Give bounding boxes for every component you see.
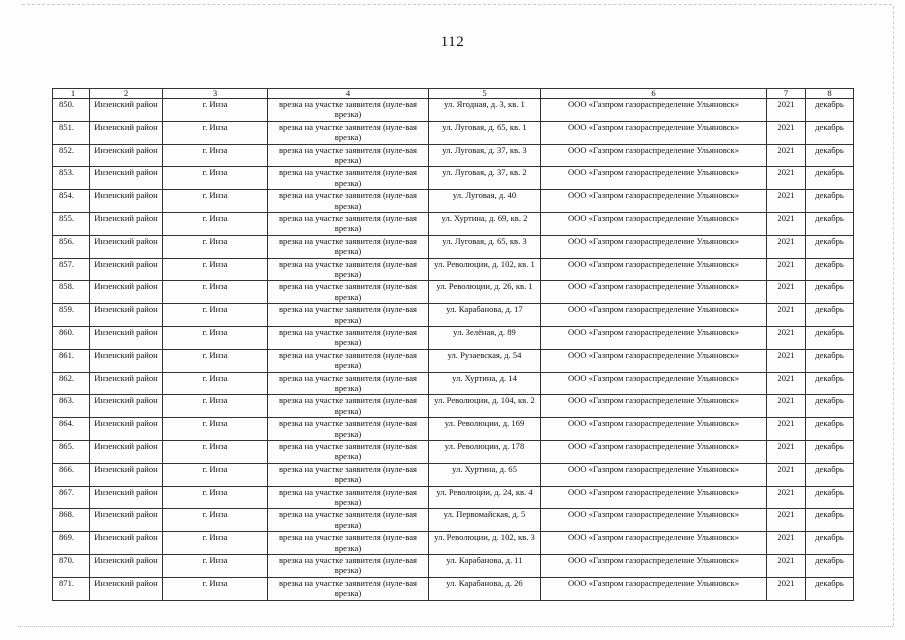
district-cell: Инзенский район xyxy=(90,144,163,167)
month-cell: декабрь xyxy=(806,212,854,235)
district-cell: Инзенский район xyxy=(90,212,163,235)
column-header-5: 5 xyxy=(429,89,541,99)
district-cell: Инзенский район xyxy=(90,235,163,258)
district-cell: Инзенский район xyxy=(90,121,163,144)
table-row xyxy=(53,395,854,418)
month-cell: декабрь xyxy=(806,167,854,190)
locality-cell: г. Инза xyxy=(163,440,268,463)
year-cell: 2021 xyxy=(767,190,806,213)
month-cell: декабрь xyxy=(806,121,854,144)
table-row xyxy=(53,486,854,509)
address-cell: ул. Ягодная, д. 3, кв. 1 xyxy=(429,99,541,122)
row-number: 863. xyxy=(53,395,90,418)
district-cell: Инзенский район xyxy=(90,326,163,349)
organization-cell: ООО «Газпром газораспределение Ульяновск» xyxy=(541,99,767,122)
organization-cell: ООО «Газпром газораспределение Ульяновск» xyxy=(541,554,767,577)
address-cell: ул. Зелёная, д. 89 xyxy=(429,326,541,349)
year-cell: 2021 xyxy=(767,440,806,463)
organization-cell: ООО «Газпром газораспределение Ульяновск» xyxy=(541,326,767,349)
address-cell: ул. Революции, д. 104, кв. 2 xyxy=(429,395,541,418)
locality-cell: г. Инза xyxy=(163,577,268,600)
row-number: 865. xyxy=(53,440,90,463)
work-type-cell: врезка на участке заявителя (нуле-вая врезка) xyxy=(268,463,429,486)
district-cell: Инзенский район xyxy=(90,440,163,463)
district-cell: Инзенский район xyxy=(90,395,163,418)
district-cell: Инзенский район xyxy=(90,167,163,190)
table-row xyxy=(53,235,854,258)
registry-table xyxy=(52,88,854,601)
table-row xyxy=(53,577,854,600)
work-type-cell: врезка на участке заявителя (нуле-вая врезка) xyxy=(268,167,429,190)
table-row xyxy=(53,304,854,327)
row-number: 852. xyxy=(53,144,90,167)
locality-cell: г. Инза xyxy=(163,235,268,258)
column-header-8: 8 xyxy=(806,89,854,99)
organization-cell: ООО «Газпром газораспределение Ульяновск» xyxy=(541,486,767,509)
organization-cell: ООО «Газпром газораспределение Ульяновск» xyxy=(541,509,767,532)
row-number: 860. xyxy=(53,326,90,349)
work-type-cell: врезка на участке заявителя (нуле-вая врезка) xyxy=(268,99,429,122)
year-cell: 2021 xyxy=(767,304,806,327)
locality-cell: г. Инза xyxy=(163,532,268,555)
year-cell: 2021 xyxy=(767,577,806,600)
scan-edge-bottom xyxy=(18,626,893,627)
month-cell: декабрь xyxy=(806,395,854,418)
locality-cell: г. Инза xyxy=(163,326,268,349)
organization-cell: ООО «Газпром газораспределение Ульяновск» xyxy=(541,167,767,190)
locality-cell: г. Инза xyxy=(163,121,268,144)
organization-cell: ООО «Газпром газораспределение Ульяновск» xyxy=(541,349,767,372)
organization-cell: ООО «Газпром газораспределение Ульяновск» xyxy=(541,144,767,167)
table-row xyxy=(53,463,854,486)
table-row xyxy=(53,418,854,441)
address-cell: ул. Карабанова, д. 26 xyxy=(429,577,541,600)
table-row xyxy=(53,281,854,304)
district-cell: Инзенский район xyxy=(90,577,163,600)
month-cell: декабрь xyxy=(806,532,854,555)
organization-cell: ООО «Газпром газораспределение Ульяновск» xyxy=(541,372,767,395)
year-cell: 2021 xyxy=(767,532,806,555)
year-cell: 2021 xyxy=(767,144,806,167)
table-row xyxy=(53,144,854,167)
row-number: 858. xyxy=(53,281,90,304)
organization-cell: ООО «Газпром газораспределение Ульяновск» xyxy=(541,212,767,235)
locality-cell: г. Инза xyxy=(163,190,268,213)
year-cell: 2021 xyxy=(767,349,806,372)
month-cell: декабрь xyxy=(806,577,854,600)
table-body xyxy=(53,99,854,601)
table-row xyxy=(53,258,854,281)
address-cell: ул. Хуртина, д. 65 xyxy=(429,463,541,486)
organization-cell: ООО «Газпром газораспределение Ульяновск» xyxy=(541,440,767,463)
year-cell: 2021 xyxy=(767,372,806,395)
work-type-cell: врезка на участке заявителя (нуле-вая врезка) xyxy=(268,258,429,281)
address-cell: ул. Луговая, д. 37, кв. 3 xyxy=(429,144,541,167)
row-number: 853. xyxy=(53,167,90,190)
address-cell: ул. Революции, д. 26, кв. 1 xyxy=(429,281,541,304)
address-cell: ул. Луговая, д. 40 xyxy=(429,190,541,213)
year-cell: 2021 xyxy=(767,258,806,281)
table-header xyxy=(53,89,854,99)
organization-cell: ООО «Газпром газораспределение Ульяновск» xyxy=(541,304,767,327)
row-number: 851. xyxy=(53,121,90,144)
month-cell: декабрь xyxy=(806,486,854,509)
district-cell: Инзенский район xyxy=(90,486,163,509)
locality-cell: г. Инза xyxy=(163,167,268,190)
organization-cell: ООО «Газпром газораспределение Ульяновск» xyxy=(541,418,767,441)
column-header-7: 7 xyxy=(767,89,806,99)
table-row xyxy=(53,532,854,555)
month-cell: декабрь xyxy=(806,418,854,441)
work-type-cell: врезка на участке заявителя (нуле-вая врезка) xyxy=(268,212,429,235)
locality-cell: г. Инза xyxy=(163,509,268,532)
work-type-cell: врезка на участке заявителя (нуле-вая врезка) xyxy=(268,509,429,532)
column-header-2: 2 xyxy=(90,89,163,99)
table-row xyxy=(53,99,854,122)
district-cell: Инзенский район xyxy=(90,532,163,555)
locality-cell: г. Инза xyxy=(163,212,268,235)
address-cell: ул. Революции, д. 102, кв. 3 xyxy=(429,532,541,555)
year-cell: 2021 xyxy=(767,121,806,144)
row-number: 869. xyxy=(53,532,90,555)
row-number: 864. xyxy=(53,418,90,441)
locality-cell: г. Инза xyxy=(163,395,268,418)
month-cell: декабрь xyxy=(806,372,854,395)
address-cell: ул. Хуртина, д. 14 xyxy=(429,372,541,395)
work-type-cell: врезка на участке заявителя (нуле-вая врезка) xyxy=(268,440,429,463)
scan-edge-top xyxy=(22,4,892,5)
organization-cell: ООО «Газпром газораспределение Ульяновск» xyxy=(541,190,767,213)
work-type-cell: врезка на участке заявителя (нуле-вая врезка) xyxy=(268,532,429,555)
work-type-cell: врезка на участке заявителя (нуле-вая врезка) xyxy=(268,554,429,577)
organization-cell: ООО «Газпром газораспределение Ульяновск» xyxy=(541,235,767,258)
table-row xyxy=(53,190,854,213)
address-cell: ул. Карабанова, д. 17 xyxy=(429,304,541,327)
column-header-6: 6 xyxy=(541,89,767,99)
work-type-cell: врезка на участке заявителя (нуле-вая врезка) xyxy=(268,281,429,304)
organization-cell: ООО «Газпром газораспределение Ульяновск» xyxy=(541,577,767,600)
district-cell: Инзенский район xyxy=(90,258,163,281)
district-cell: Инзенский район xyxy=(90,349,163,372)
table-row xyxy=(53,349,854,372)
address-cell: ул. Революции, д. 24, кв. 4 xyxy=(429,486,541,509)
row-number: 870. xyxy=(53,554,90,577)
table-row xyxy=(53,509,854,532)
row-number: 862. xyxy=(53,372,90,395)
work-type-cell: врезка на участке заявителя (нуле-вая врезка) xyxy=(268,326,429,349)
district-cell: Инзенский район xyxy=(90,372,163,395)
row-number: 867. xyxy=(53,486,90,509)
locality-cell: г. Инза xyxy=(163,144,268,167)
work-type-cell: врезка на участке заявителя (нуле-вая врезка) xyxy=(268,418,429,441)
month-cell: декабрь xyxy=(806,349,854,372)
year-cell: 2021 xyxy=(767,554,806,577)
table-row xyxy=(53,554,854,577)
year-cell: 2021 xyxy=(767,281,806,304)
work-type-cell: врезка на участке заявителя (нуле-вая врезка) xyxy=(268,144,429,167)
scan-edge-right xyxy=(893,6,894,626)
year-cell: 2021 xyxy=(767,395,806,418)
district-cell: Инзенский район xyxy=(90,463,163,486)
district-cell: Инзенский район xyxy=(90,554,163,577)
locality-cell: г. Инза xyxy=(163,258,268,281)
table-row xyxy=(53,372,854,395)
row-number: 850. xyxy=(53,99,90,122)
month-cell: декабрь xyxy=(806,99,854,122)
column-number-row xyxy=(53,89,854,99)
address-cell: ул. Луговая, д. 65, кв. 3 xyxy=(429,235,541,258)
month-cell: декабрь xyxy=(806,463,854,486)
table-row xyxy=(53,212,854,235)
table-row xyxy=(53,326,854,349)
work-type-cell: врезка на участке заявителя (нуле-вая врезка) xyxy=(268,395,429,418)
page-number: 112 xyxy=(440,34,465,50)
district-cell: Инзенский район xyxy=(90,190,163,213)
locality-cell: г. Инза xyxy=(163,349,268,372)
column-header-4: 4 xyxy=(268,89,429,99)
address-cell: ул. Луговая, д. 37, кв. 2 xyxy=(429,167,541,190)
row-number: 866. xyxy=(53,463,90,486)
month-cell: декабрь xyxy=(806,440,854,463)
locality-cell: г. Инза xyxy=(163,99,268,122)
locality-cell: г. Инза xyxy=(163,281,268,304)
organization-cell: ООО «Газпром газораспределение Ульяновск» xyxy=(541,258,767,281)
work-type-cell: врезка на участке заявителя (нуле-вая врезка) xyxy=(268,486,429,509)
year-cell: 2021 xyxy=(767,418,806,441)
row-number: 871. xyxy=(53,577,90,600)
organization-cell: ООО «Газпром газораспределение Ульяновск» xyxy=(541,532,767,555)
month-cell: декабрь xyxy=(806,144,854,167)
work-type-cell: врезка на участке заявителя (нуле-вая врезка) xyxy=(268,304,429,327)
table-row xyxy=(53,440,854,463)
work-type-cell: врезка на участке заявителя (нуле-вая врезка) xyxy=(268,235,429,258)
organization-cell: ООО «Газпром газораспределение Ульяновск» xyxy=(541,395,767,418)
locality-cell: г. Инза xyxy=(163,463,268,486)
year-cell: 2021 xyxy=(767,167,806,190)
column-header-3: 3 xyxy=(163,89,268,99)
organization-cell: ООО «Газпром газораспределение Ульяновск» xyxy=(541,281,767,304)
locality-cell: г. Инза xyxy=(163,486,268,509)
district-cell: Инзенский район xyxy=(90,281,163,304)
month-cell: декабрь xyxy=(806,258,854,281)
month-cell: декабрь xyxy=(806,281,854,304)
row-number: 856. xyxy=(53,235,90,258)
row-number: 861. xyxy=(53,349,90,372)
organization-cell: ООО «Газпром газораспределение Ульяновск» xyxy=(541,463,767,486)
year-cell: 2021 xyxy=(767,326,806,349)
row-number: 868. xyxy=(53,509,90,532)
year-cell: 2021 xyxy=(767,212,806,235)
address-cell: ул. Революции, д. 178 xyxy=(429,440,541,463)
address-cell: ул. Первомайская, д. 5 xyxy=(429,509,541,532)
address-cell: ул. Карабанова, д. 11 xyxy=(429,554,541,577)
month-cell: декабрь xyxy=(806,190,854,213)
year-cell: 2021 xyxy=(767,463,806,486)
locality-cell: г. Инза xyxy=(163,372,268,395)
organization-cell: ООО «Газпром газораспределение Ульяновск» xyxy=(541,121,767,144)
address-cell: ул. Луговая, д. 65, кв. 1 xyxy=(429,121,541,144)
locality-cell: г. Инза xyxy=(163,418,268,441)
month-cell: декабрь xyxy=(806,554,854,577)
year-cell: 2021 xyxy=(767,486,806,509)
work-type-cell: врезка на участке заявителя (нуле-вая врезка) xyxy=(268,121,429,144)
table-row xyxy=(53,167,854,190)
work-type-cell: врезка на участке заявителя (нуле-вая врезка) xyxy=(268,372,429,395)
work-type-cell: врезка на участке заявителя (нуле-вая врезка) xyxy=(268,190,429,213)
work-type-cell: врезка на участке заявителя (нуле-вая врезка) xyxy=(268,349,429,372)
year-cell: 2021 xyxy=(767,99,806,122)
district-cell: Инзенский район xyxy=(90,99,163,122)
address-cell: ул. Рузаевская, д. 54 xyxy=(429,349,541,372)
address-cell: ул. Революции, д. 169 xyxy=(429,418,541,441)
work-type-cell: врезка на участке заявителя (нуле-вая врезка) xyxy=(268,577,429,600)
month-cell: декабрь xyxy=(806,304,854,327)
row-number: 854. xyxy=(53,190,90,213)
month-cell: декабрь xyxy=(806,235,854,258)
year-cell: 2021 xyxy=(767,509,806,532)
locality-cell: г. Инза xyxy=(163,304,268,327)
month-cell: декабрь xyxy=(806,509,854,532)
column-header-1: 1 xyxy=(53,89,90,99)
row-number: 859. xyxy=(53,304,90,327)
year-cell: 2021 xyxy=(767,235,806,258)
month-cell: декабрь xyxy=(806,326,854,349)
address-cell: ул. Хуртина, д. 69, кв. 2 xyxy=(429,212,541,235)
table-row xyxy=(53,121,854,144)
row-number: 855. xyxy=(53,212,90,235)
row-number: 857. xyxy=(53,258,90,281)
district-cell: Инзенский район xyxy=(90,304,163,327)
district-cell: Инзенский район xyxy=(90,418,163,441)
district-cell: Инзенский район xyxy=(90,509,163,532)
locality-cell: г. Инза xyxy=(163,554,268,577)
address-cell: ул. Революции, д. 102, кв. 1 xyxy=(429,258,541,281)
